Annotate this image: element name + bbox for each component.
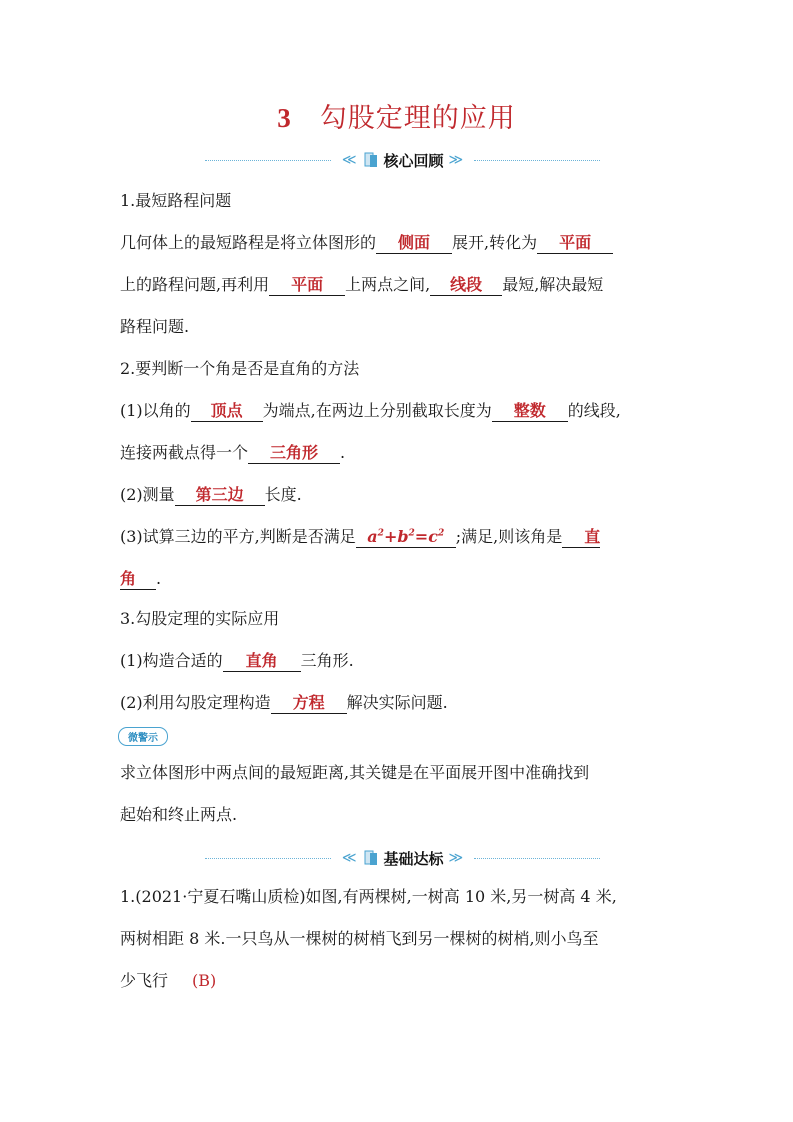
tip-line-1: 求立体图形中两点间的最短距离,其关键是在平面展开图中准确找到 [120, 763, 590, 782]
banner-line-left [205, 160, 331, 161]
answer-blank: 线段 [430, 275, 502, 296]
review-p3: 路程问题. [120, 317, 190, 336]
text: 解决实际问题. [346, 693, 448, 712]
review-q4 [120, 526, 600, 548]
text: ;满足,则该角是 [455, 527, 563, 546]
review-heading-1: 1.最短路程问题 [120, 191, 232, 210]
double-chevron-right-icon: ≫ [448, 152, 464, 168]
answer-blank: 方程 [271, 693, 347, 714]
text: 为端点,在两边上分别截取长度为 [262, 401, 492, 420]
warning-badge: 微警示 [118, 727, 168, 746]
section-banner-practice [205, 846, 600, 870]
section-banner-review [205, 148, 600, 172]
answer-blank: 第三边 [175, 485, 265, 506]
text: 展开,转化为 [452, 233, 538, 252]
review-q5 [120, 568, 161, 590]
double-chevron-left-icon: ≪ [341, 850, 357, 866]
text: 连接两截点得一个 [120, 443, 249, 462]
double-chevron-right-icon: ≫ [448, 850, 464, 866]
banner-center [331, 848, 474, 869]
answer-blank: 平面 [269, 275, 345, 296]
banner-center [331, 150, 474, 171]
review-p2 [120, 274, 603, 296]
review-q2 [120, 442, 345, 464]
answer-blank: 三角形 [248, 443, 340, 464]
answer-blank: 直 [562, 527, 600, 548]
formula-exp: 2 [437, 528, 445, 539]
text: 上的路程问题,再利用 [120, 275, 270, 294]
text: . [156, 569, 162, 588]
answer-choice: (B) [192, 971, 217, 990]
text: 三角形. [300, 651, 354, 670]
section-title-practice: 基础达标 [383, 849, 444, 868]
text: 长度. [264, 485, 302, 504]
text: 最短,解决最短 [502, 275, 604, 294]
text: (1)以角的 [120, 401, 191, 420]
text: 几何体上的最短路程是将立体图形的 [120, 233, 377, 252]
section-title-review: 核心回顾 [383, 151, 444, 170]
text: 上两点之间, [345, 275, 431, 294]
text: (2)测量 [120, 485, 175, 504]
answer-blank: 直角 [223, 651, 301, 672]
practice-q1-line3 [120, 970, 216, 992]
banner-line-left [205, 858, 331, 859]
book-icon [362, 849, 380, 867]
formula-plus: + [383, 527, 398, 546]
text: 的线段, [567, 401, 621, 420]
double-chevron-left-icon: ≪ [341, 152, 357, 168]
formula-exp: 2 [408, 528, 415, 539]
answer-blank: 顶点 [191, 401, 263, 422]
text: 少飞行 [120, 971, 169, 990]
text: (1)构造合适的 [120, 651, 223, 670]
page-title [0, 96, 793, 135]
review-heading-2: 2.要判断一个角是否是直角的方法 [120, 359, 360, 378]
text: (3)试算三边的平方,判断是否满足 [120, 527, 356, 546]
tip-line-2: 起始和终止两点. [120, 805, 238, 824]
formula-a: a [367, 527, 378, 546]
text: (2)利用勾股定理构造 [120, 693, 271, 712]
text: . [340, 443, 346, 462]
answer-blank: 侧面 [376, 233, 452, 254]
formula-c: c [428, 527, 438, 546]
review-q1 [120, 400, 621, 422]
review-r2 [120, 692, 448, 714]
answer-blank: 角 [120, 569, 156, 590]
banner-line-right [474, 858, 600, 859]
practice-q1-line2: 两树相距 8 米.一只鸟从一棵树的树梢飞到另一棵树的树梢,则小鸟至 [120, 929, 599, 948]
banner-line-right [474, 160, 600, 161]
review-r1 [120, 650, 354, 672]
review-heading-3: 3.勾股定理的实际应用 [120, 609, 280, 628]
book-icon [362, 151, 380, 169]
lesson-number: 3 [277, 103, 292, 133]
formula-b: b [397, 527, 409, 546]
practice-q1-line1: 1.(2021·宁夏石嘴山质检)如图,有两棵树,一树高 10 米,另一树高 4 米, [120, 887, 617, 906]
review-q3 [120, 484, 302, 506]
answer-blank: 平面 [537, 233, 613, 254]
formula-exp: 2 [377, 528, 384, 539]
answer-blank-formula [356, 527, 456, 548]
lesson-title: 勾股定理的应用 [319, 103, 516, 134]
review-p1 [120, 232, 613, 254]
answer-blank: 整数 [492, 401, 568, 422]
formula-eq: = [414, 527, 429, 546]
